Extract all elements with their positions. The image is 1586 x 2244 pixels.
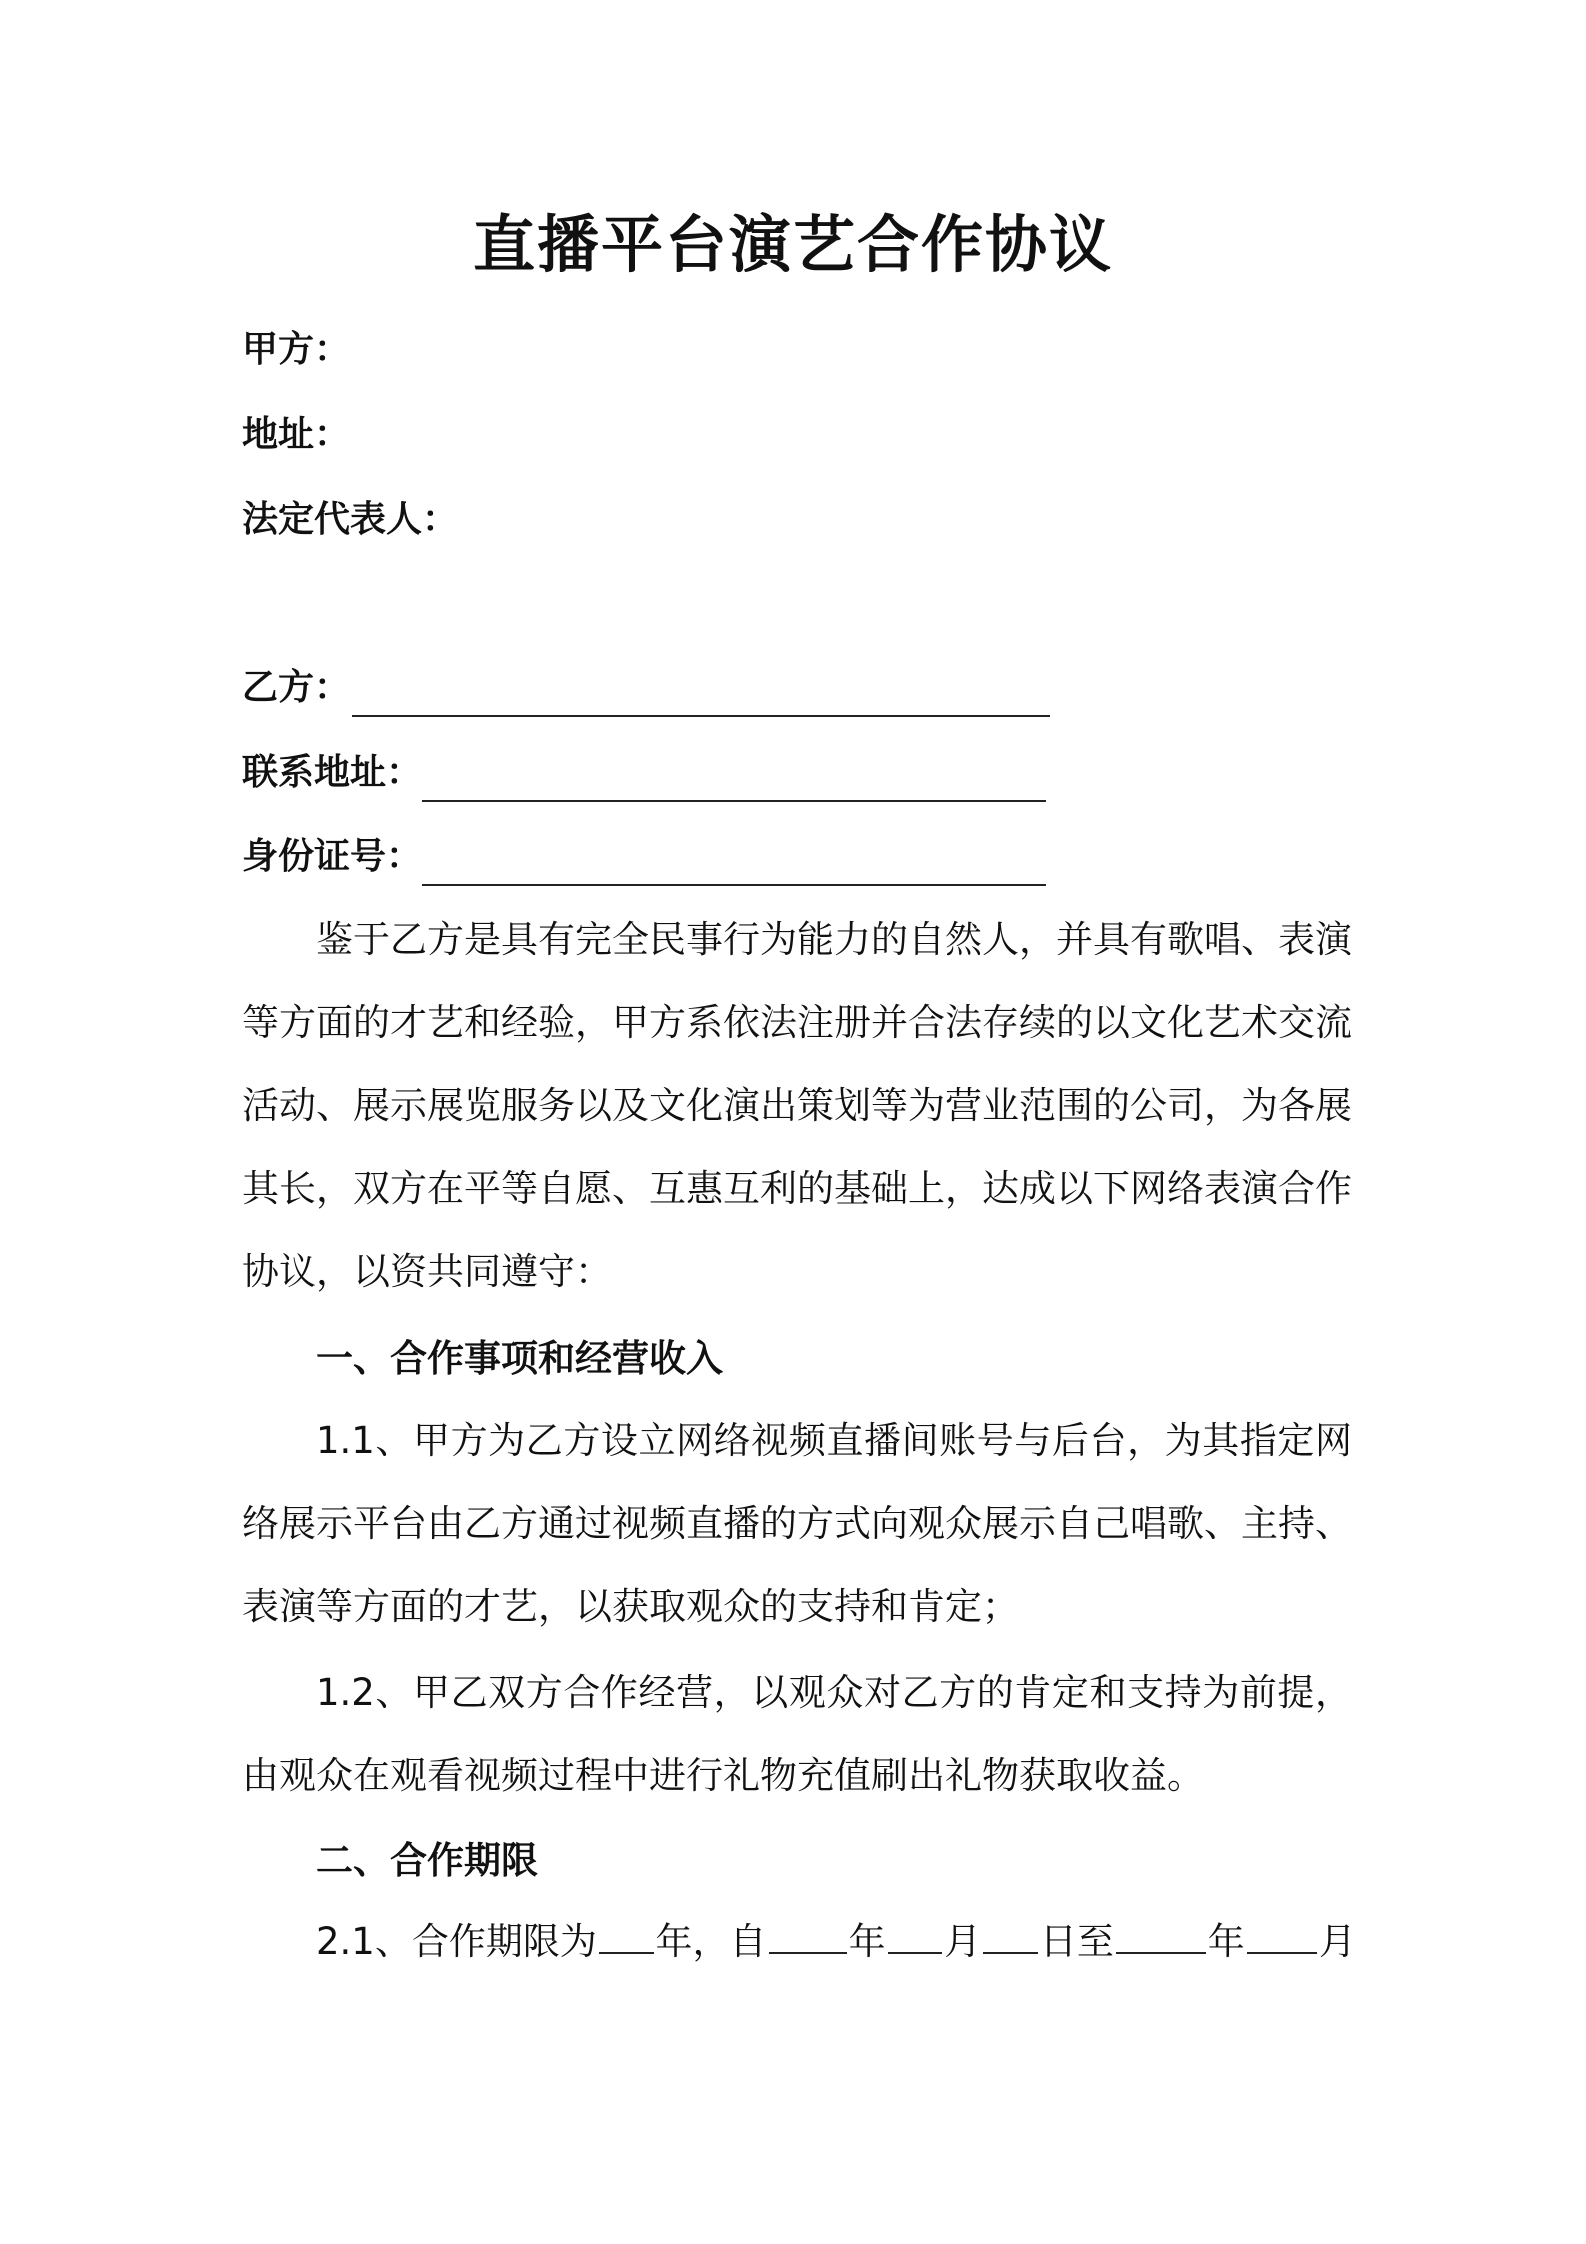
preamble-text: 鉴于乙方是具有完全民事行为能力的自然人，并具有歌唱、表演等方面的才艺和经验，甲方系依法注册并合法存续的以文化艺术交流活动、展示展览服务以及文化演出策划等为营业范围的公司，为各展其长，双方在平等自愿、互惠互利的基础上，达成以下网络表演合作协议，以资共同遵守： — [242, 918, 1352, 1293]
section-1-heading: 一、合作事项和经营收入 — [316, 1337, 723, 1380]
term-years-blank — [599, 1912, 654, 1954]
party-b-name-label: 乙方： — [242, 667, 351, 708]
party-a-representative-label: 法定代表人： — [242, 499, 459, 540]
start-year-blank — [769, 1912, 847, 1954]
clause-2-1-line — [316, 1912, 1356, 1972]
party-a-name-label: 甲方： — [242, 329, 351, 370]
clause-2-1-prefix: 2.1、合作期限为 — [316, 1920, 597, 1963]
party-b-id-blank — [422, 884, 1046, 886]
preamble-paragraph — [242, 898, 1352, 1313]
party-b-address-label: 联系地址： — [242, 752, 423, 793]
clause-1-2-paragraph — [242, 1651, 1352, 1817]
section-2-heading: 二、合作期限 — [316, 1839, 538, 1882]
clause-2-1-years-unit: 年，自 — [655, 1920, 767, 1963]
clause-2-1-year-unit-2: 年 — [1207, 1920, 1245, 1963]
document-title: 直播平台演艺合作协议 — [472, 208, 1113, 281]
start-month-blank — [888, 1912, 943, 1954]
clause-2-1-month-unit-2: 月 — [1318, 1920, 1356, 1963]
clause-1-1-paragraph — [242, 1399, 1352, 1648]
party-b-id-label: 身份证号： — [242, 836, 423, 877]
end-year-blank — [1116, 1912, 1206, 1954]
party-a-address-label: 地址： — [242, 414, 351, 455]
clause-1-1-text: 1.1、甲方为乙方设立网络视频直播间账号与后台，为其指定网络展示平台由乙方通过视频直播的方式向观众展示自己唱歌、主持、表演等方面的才艺，以获取观众的支持和肯定； — [242, 1419, 1352, 1628]
end-month-blank — [1247, 1912, 1317, 1954]
party-b-address-blank — [422, 800, 1046, 802]
start-day-blank — [983, 1912, 1038, 1954]
clause-2-1-day-unit-to: 日至 — [1039, 1920, 1114, 1963]
clause-2-1-month-unit-1: 月 — [944, 1920, 982, 1963]
clause-1-2-text: 1.2、甲乙双方合作经营，以观众对乙方的肯定和支持为前提，由观众在观看视频过程中进行礼物充值刷出礼物获取收益。 — [242, 1671, 1352, 1797]
clause-2-1-year-unit-1: 年 — [848, 1920, 886, 1963]
party-b-name-blank — [352, 715, 1050, 717]
